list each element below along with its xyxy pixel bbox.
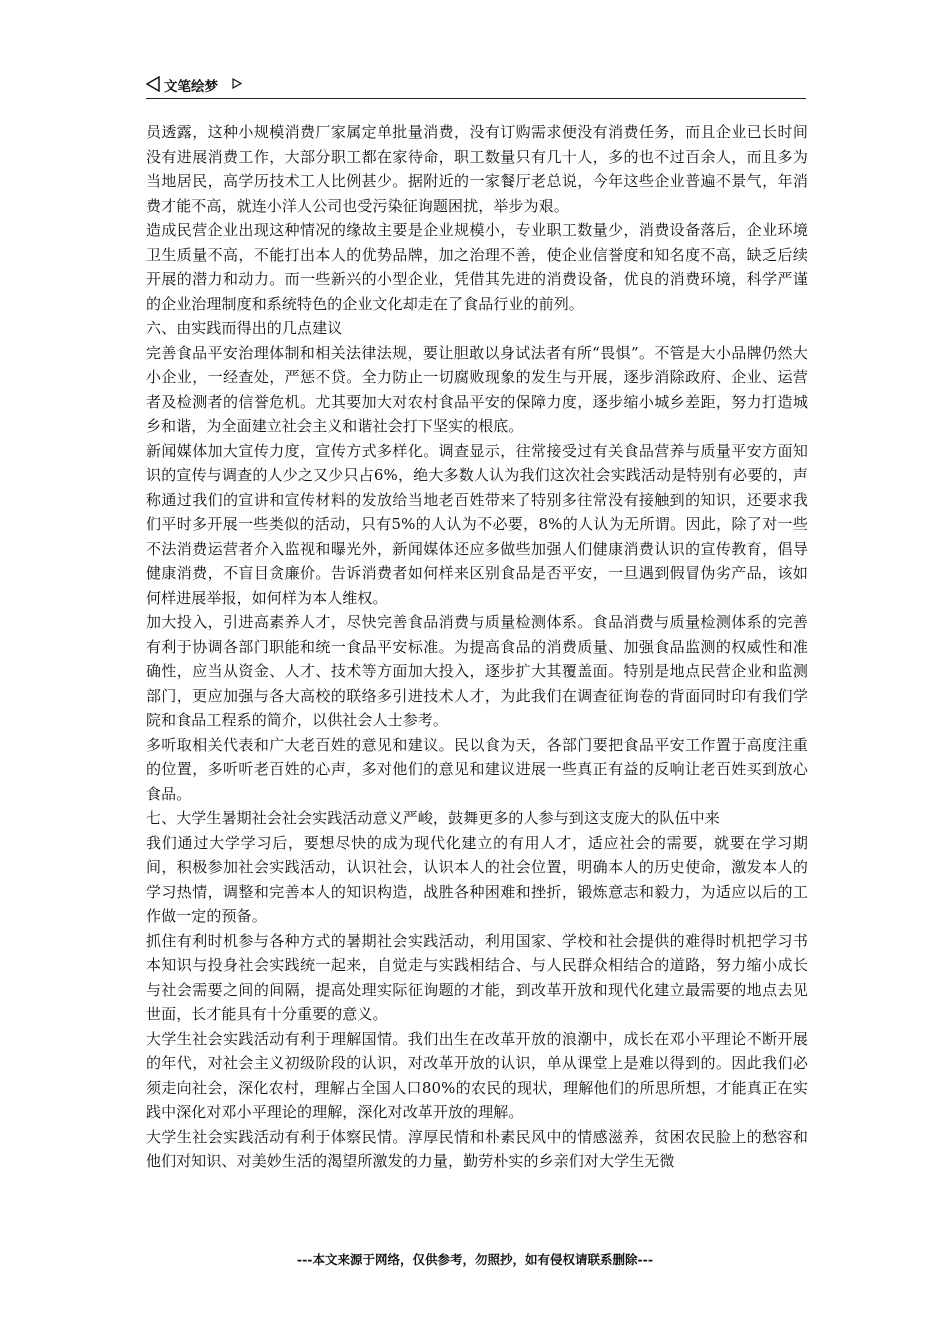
header-brand: 文笔绘梦 <box>164 79 218 95</box>
paragraph: 完善食品平安治理体制和相关法律法规，要让胆敢以身试法者有所“畏惧”。不管是大小品牌仍然大小企业，一经查处，严惩不贷。全力防止一切腐败现象的发生与开展，逐步消除政府、企业、运营者及检测者的信誉危机。尤其要加大对农村食品平安的保障力度，逐步缩小城乡差距，努力打造城乡和谐，为全面建立社会主义和谐社会打下坚实的根底。 <box>146 343 808 435</box>
page-header <box>146 70 806 99</box>
paragraph: 大学生社会实践活动有利于体察民情。淳厚民情和朴素民风中的情感滋养，贫困农民脸上的愁容和他们对知识、对美妙生活的渴望所激发的力量，勤劳朴实的乡亲们对大学生无微 <box>146 1127 808 1170</box>
section-heading: 六、由实践而得出的几点建议 <box>146 319 343 337</box>
paragraph: 加大投入，引进高素养人才，尽快完善食品消费与质量检测体系。食品消费与质量检测体系的完善有利于协调各部门职能和统一食品平安标准。为提高食品的消费质量、加强食品监测的权威性和准确性，应当从资金、人才、技术等方面加大投入，逐步扩大其覆盖面。特别是地点民营企业和监测部门，更应加强与各大高校的联络多引进技术人才，为此我们在调查征询卷的背面同时印有我们学院和食品工程系的简介，以供社会人士参考。 <box>146 613 808 729</box>
paragraph: 新闻媒体加大宣传力度，宣传方式多样化。调查显示，往常接受过有关食品营养与质量平安方面知识的宣传与调查的人少之又少只占6%，绝大多数人认为我们这次社会实践活动是特别有必要的，声称通过我们的宣讲和宣传材料的发放给当地老百姓带来了特别多往常没有接触到的知识，还要求我们平时多开展一些类似的活动，只有5%的人认为不必要，8%的人认为无所谓。因此，除了对一些不法消费运营者介入监视和曝光外，新闻媒体还应多做些加强人们健康消费认识的宣传教育，倡导健康消费，不盲目贪廉价。告诉消费者如何样来区别食品是否平安，一旦遇到假冒伪劣产品，该如何样进展举报，如何样为本人维权。 <box>146 441 808 607</box>
right-triangle-icon <box>232 78 242 89</box>
left-triangle-icon <box>146 76 160 92</box>
section-heading: 七、大学生暑期社会社会实践活动意义严峻，鼓舞更多的人参与到这支庞大的队伍中来 <box>146 809 720 827</box>
footer-disclaimer: ---本文来源于网络，仅供参考，勿照抄，如有侵权请联系删除--- <box>296 1252 654 1267</box>
paragraph: 员透露，这种小规模消费厂家属定单批量消费，没有订购需求便没有消费任务，而且企业已长时间没有进展消费工作，大部分职工都在家待命，职工数量只有几十人，多的也不过百余人，而且多为当地居民，高学历技术工人比例甚少。据附近的一家餐厅老总说，今年这些企业普遍不景气，年消费才能不高，就连小洋人公司也受污染征询题困扰，举步为艰。 <box>146 123 808 215</box>
document-body <box>146 120 808 1174</box>
paragraph: 多听取相关代表和广大老百姓的意见和建议。民以食为天，各部门要把食品平安工作置于高度注重的位置，多听听老百姓的心声，多对他们的意见和建议进展一些真正有益的反响让老百姓买到放心食品。 <box>146 735 808 803</box>
paragraph: 造成民营企业出现这种情况的缘故主要是企业规模小，专业职工数量少，消费设备落后，企业环境卫生质量不高，不能打出本人的优势品牌，加之治理不善，使企业信誉度和知名度不高，缺乏后续开展的潜力和动力。而一些新兴的小型企业，凭借其先进的消费设备，优良的消费环境，科学严谨的企业治理制度和系统特色的企业文化却走在了食品行业的前列。 <box>146 221 808 313</box>
paragraph: 大学生社会实践活动有利于理解国情。我们出生在改革开放的浪潮中，成长在邓小平理论不断开展的年代，对社会主义初级阶段的认识，对改革开放的认识，单从课堂上是难以得到的。因此我们必须走向社会，深化农村，理解占全国人口80%的农民的现状，理解他们的所思所想，才能真正在实践中深化对邓小平理论的理解，深化对改革开放的理解。 <box>146 1029 808 1121</box>
paragraph: 我们通过大学学习后，要想尽快的成为现代化建立的有用人才，适应社会的需要，就要在学习期间，积极参加社会实践活动，认识社会，认识本人的社会位置，明确本人的历史使命，激发本人的学习热情，调整和完善本人的知识构造，战胜各种困难和挫折，锻炼意志和毅力，为适应以后的工作做一定的预备。 <box>146 833 808 925</box>
paragraph: 抓住有利时机参与各种方式的暑期社会实践活动，利用国家、学校和社会提供的难得时机把学习书本知识与投身社会实践统一起来，自觉走与实践相结合、与人民群众相结合的道路，努力缩小成长与社会需要之间的间隔，提高处理实际征询题的才能，到改革开放和现代化建立最需要的地点去见世面，长才能具有十分重要的意义。 <box>146 931 808 1023</box>
